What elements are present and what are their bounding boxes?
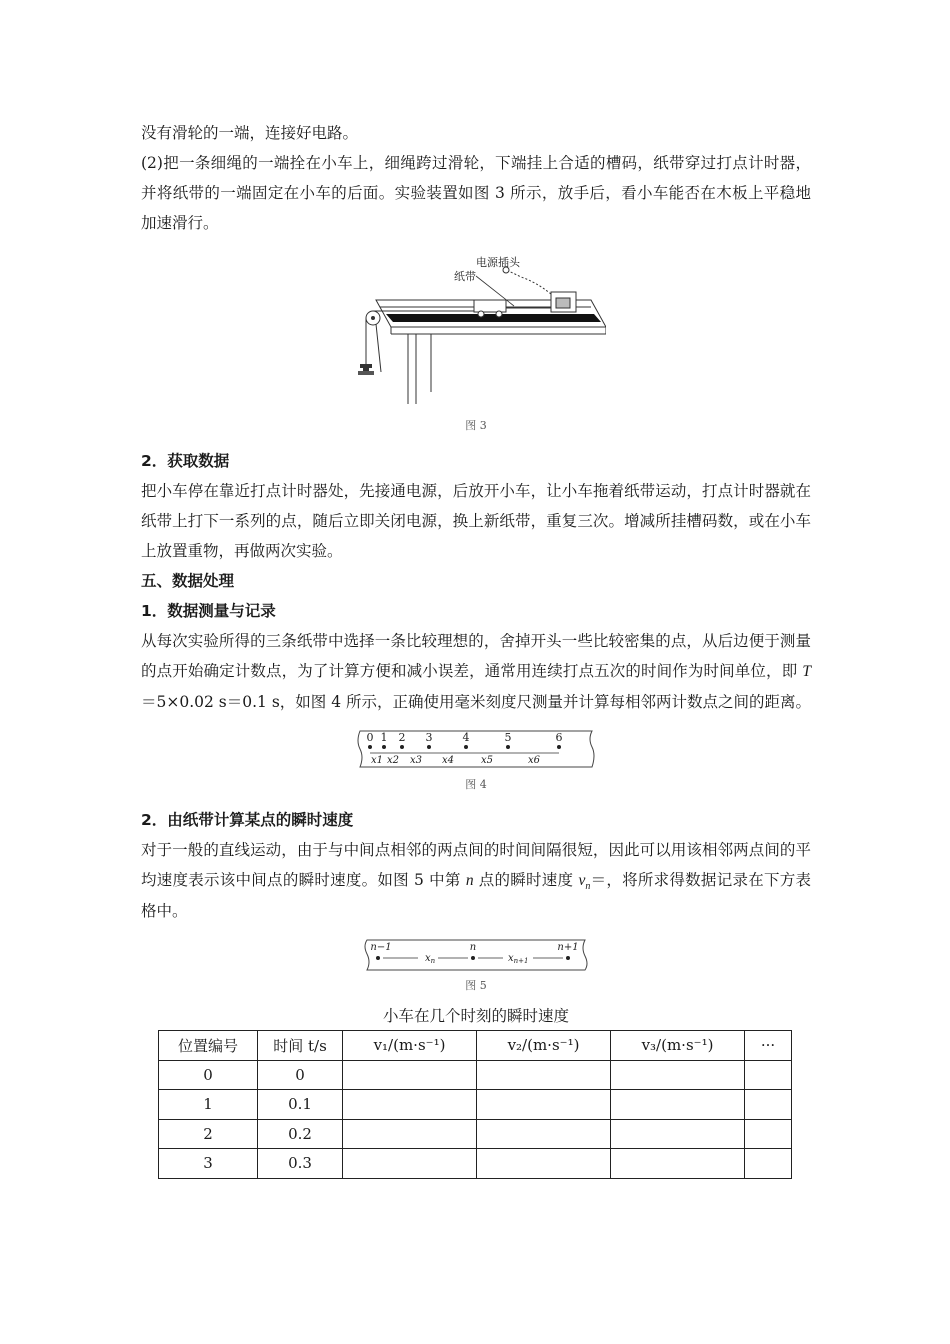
tape-point	[427, 745, 431, 749]
label-tape: 纸带	[454, 270, 476, 283]
point-label-6: 6	[555, 731, 563, 744]
table-title: 小车在几个时刻的瞬时速度	[382, 1007, 569, 1025]
segment-label-x2: x2	[386, 755, 400, 766]
table-row	[159, 1119, 792, 1149]
section-2-text: 把小车停在靠近打点计时器处，先接通电源，后放开小车，让小车拖着纸带运动，打点计时器就在纸带上打下一系列的点，随后立即关闭电源，换上新纸带，重复三次。增减所挂槽码数，或在小车上放置重物，再做两次实验。	[141, 482, 811, 560]
figure-5	[141, 936, 811, 994]
cell-more	[745, 1119, 792, 1149]
label-n: n	[469, 942, 477, 953]
subsection-1-text: 从每次实验所得的三条纸带中选择一条比较理想的，舍掉开头一些比较密集的点，从后边便于测量的点开始确定计数点，为了计算方便和减小误差，通常用连续打点五次的时间作为时间单位，即 T＝5×0.02 s＝0.1 s，如图 4 所示，正确使用毫米刻度尺测量并计算每相邻两计数点之间的距离。	[141, 632, 811, 711]
tape-point	[400, 745, 404, 749]
cell-time: 0.1	[258, 1090, 343, 1120]
paragraph-step2: (2)把一条细绳的一端拴在小车上，细绳跨过滑轮，下端挂上合适的槽码，纸带穿过打点计时器，并将纸带的一端固定在小车的后面。实验装置如图 3 所示，放手后，看小车能否在木板上平稳地加速滑行。	[141, 154, 811, 232]
subsection-2-text: 对于一般的直线运动，由于与中间点相邻的两点间的时间间隔很短，因此可以用该相邻两点间的平均速度表示该中间点的瞬时速度。如图 5 中第 n 点的瞬时速度 $v_n=$，将所求得数据记录在下方表格中。	[141, 841, 811, 920]
figure-3-caption: 图 3	[465, 419, 487, 432]
document-page	[141, 118, 811, 1179]
header-more: ···	[745, 1031, 792, 1061]
cell-position: 0	[159, 1060, 258, 1090]
tape-point	[506, 745, 510, 749]
cell-more	[745, 1090, 792, 1120]
cell-position: 2	[159, 1119, 258, 1149]
table-row	[159, 1090, 792, 1120]
point-label-5: 5	[504, 731, 512, 744]
segment-label-x5: x5	[480, 755, 494, 766]
table-header-row	[159, 1031, 792, 1061]
cell-v1	[343, 1090, 477, 1120]
cell-v3	[611, 1119, 745, 1149]
cell-v2	[477, 1119, 611, 1149]
header-v3: v₃/(m·s⁻¹)	[611, 1031, 745, 1061]
header-time: 时间 t/s	[258, 1031, 343, 1061]
point-label-2: 2	[398, 731, 406, 744]
tape-point	[368, 745, 372, 749]
label-plug: 电源插头	[476, 256, 520, 269]
point-label-3: 3	[425, 731, 433, 744]
velocity-table	[158, 1030, 792, 1179]
cell-time: 0.2	[258, 1119, 343, 1149]
label-n-plus-1: n+1	[557, 942, 579, 953]
paragraph-step1-tail: 没有滑轮的一端，连接好电路。	[141, 124, 359, 142]
section-2-title: 2．获取数据	[141, 452, 230, 470]
subsection-2-title: 2．由纸带计算某点的瞬时速度	[141, 811, 354, 829]
segment-label-x1: x1	[370, 755, 384, 766]
cell-v2	[477, 1090, 611, 1120]
cell-v3	[611, 1149, 745, 1179]
table-row	[159, 1060, 792, 1090]
cell-v2	[477, 1149, 611, 1179]
segment-label-x3: x3	[409, 755, 423, 766]
figure-4	[141, 727, 811, 793]
cell-v1	[343, 1149, 477, 1179]
cell-more	[745, 1149, 792, 1179]
segment-label-x6: x6	[527, 755, 541, 766]
cell-time: 0	[258, 1060, 343, 1090]
tape-point	[464, 745, 468, 749]
cell-v1	[343, 1060, 477, 1090]
section-5-title: 五、数据处理	[141, 572, 235, 590]
tape-point	[557, 745, 561, 749]
tape-point	[382, 745, 386, 749]
label-n-minus-1: n−1	[370, 942, 392, 953]
cell-v3	[611, 1090, 745, 1120]
cell-position: 3	[159, 1149, 258, 1179]
cell-more	[745, 1060, 792, 1090]
figure-5-caption: 图 5	[465, 979, 487, 992]
apparatus-diagram	[346, 252, 606, 412]
cell-time: 0.3	[258, 1149, 343, 1179]
figure-3	[141, 252, 811, 434]
table-row	[159, 1149, 792, 1179]
point-label-4: 4	[462, 731, 470, 744]
header-position: 位置编号	[159, 1031, 258, 1061]
segment-label-xn: $x_n$	[425, 953, 436, 965]
point-label-0: 0	[366, 731, 374, 744]
cell-v2	[477, 1060, 611, 1090]
header-v1: v₁/(m·s⁻¹)	[343, 1031, 477, 1061]
point-label-1: 1	[380, 731, 388, 744]
tape-diagram-4	[356, 727, 596, 773]
subsection-1-title: 1．数据测量与记录	[141, 602, 276, 620]
tape-diagram-5	[363, 936, 589, 974]
cell-v3	[611, 1060, 745, 1090]
cell-v1	[343, 1119, 477, 1149]
cell-position: 1	[159, 1090, 258, 1120]
segment-label-x4: x4	[441, 755, 455, 766]
segment-label-xn1: $x_{n+1}$	[508, 953, 529, 965]
figure-4-caption: 图 4	[465, 778, 487, 791]
header-v2: v₂/(m·s⁻¹)	[477, 1031, 611, 1061]
